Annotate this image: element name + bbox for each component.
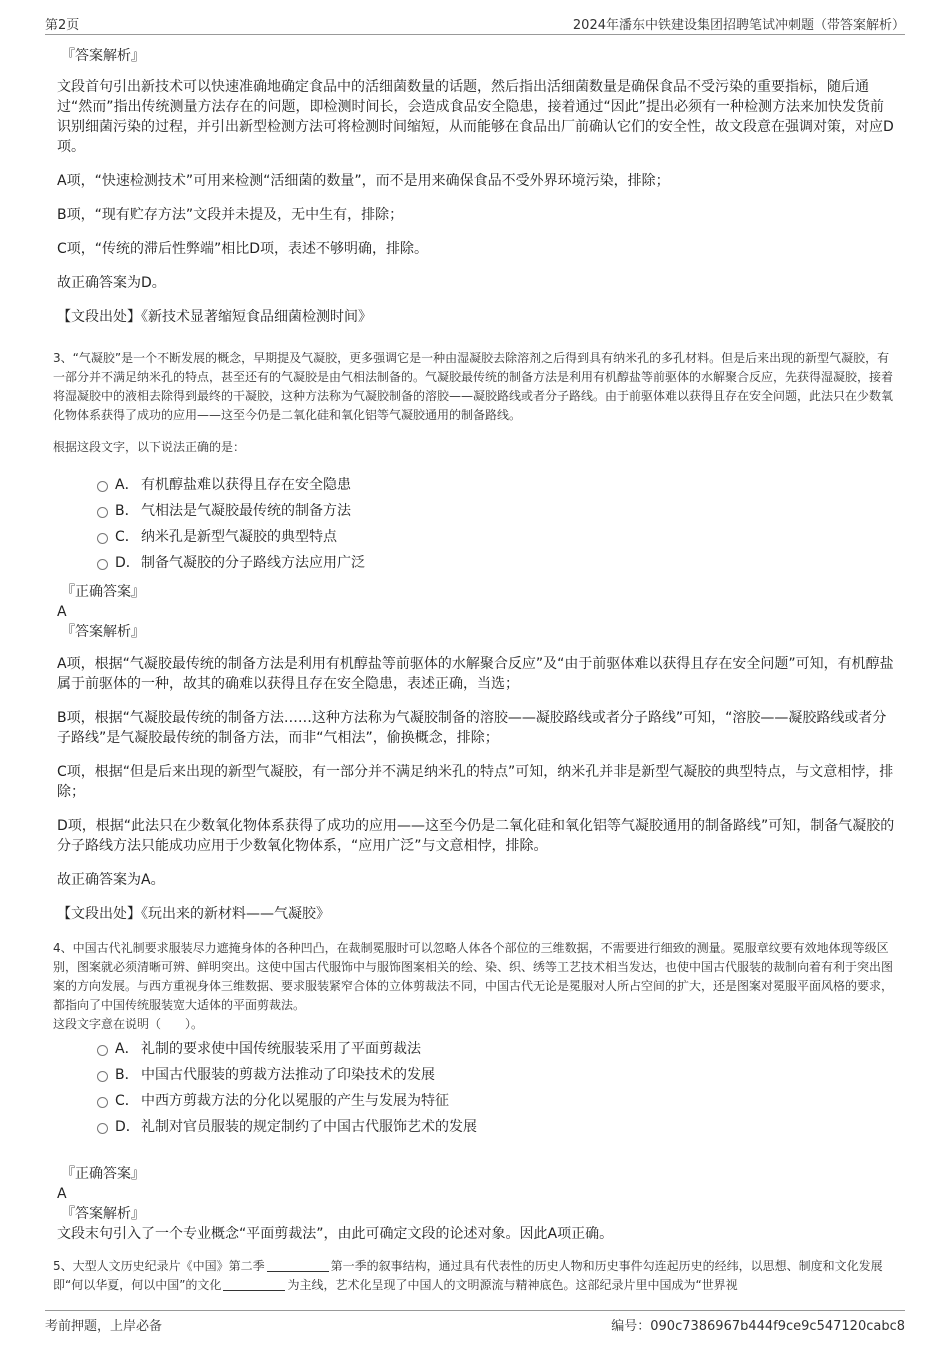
page-content [53,46,897,1295]
page-footer [45,1310,905,1335]
footer-slogan: 考前押题，上岸必备 [45,1319,163,1334]
radio-icon[interactable] [97,1097,108,1108]
document-code: 编号：090c7386967b444f9ce9c547120cabc8 [611,1319,905,1334]
q2-analysis-text: 文段首句引出新技术可以快速准确地确定食品中的活细菌数量的话题，然后指出活细菌数量是确保食品不受污染的重要指标，随后通过“然而”指出传统测量方法存在的问题，即检测时间长，会造成食品安全隐患，接着通过“因此”提出必须有一种检测方法来加快发货前识别细菌污染的过程，并引出新型检测方法可将检测时间缩短，从而能够在食品出厂前确认它们的安全性，故文段意在强调对策，对应D项。 [57,79,894,155]
q2-conclusion: 故正确答案为D。 [57,275,166,291]
q3-analysis-c: C项，根据“但是后来出现的新型气凝胶，有一部分并不满足纳米孔的特点”可知，纳米孔并非是新型气凝胶的典型特点，与文意相悖，排除； [57,764,894,800]
q5-stem: 5、大型人文历史纪录片《中国》第二季 第一季的叙事结构，通过具有代表性的历史人物和历史事件勾连起历史的经纬，以思想、制度和文化发展即“何以华夏，何以中国”的文化 为主线，艺术化呈现了中国人的文明源流与精神底色。这部纪录片里中国成为“世界视 [53,1259,883,1292]
q4-option-b[interactable]: B． 中国古代服装的剪裁方法推动了印染技术的发展 [57,1062,897,1088]
q2-analysis-c: C项，“传统的滞后性弊端”相比D项，表述不够明确，排除。 [57,241,429,257]
q3-option-a[interactable]: A． 有机醇盐难以获得且存在安全隐患 [57,472,897,498]
q3-stem: 3、“气凝胶”是一个不断发展的概念，早期提及气凝胶，更多强调它是一种由湿凝胶去除溶剂之后得到具有纳米孔的多孔材料。但是后来出现的新型气凝胶，有一部分并不满足纳米孔的特点，甚至还有的气凝胶是由气相法制备的。气凝胶最传统的制备方法是利用有机醇盐等前驱体的水解聚合反应，先获得湿凝胶，接着将湿凝胶中的液相去除得到最终的干凝胶，这种方法称为气凝胶制备的溶胶——凝胶路线或者分子路线。由于前驱体难以获得且存在安全问题，此法只在少数氧化物体系获得了成功的应用——这至今仍是二氧化硅和氧化铝等气凝胶通用的制备路线。 [53,351,894,422]
q3-conclusion: 故正确答案为A。 [57,872,165,888]
q3-option-c[interactable]: C． 纳米孔是新型气凝胶的典型特点 [57,524,897,550]
q3-analysis-d: D项，根据“此法只在少数氧化物体系获得了成功的应用——这至今仍是二氧化硅和氧化铝等气凝胶通用的制备路线”可知，制备气凝胶的分子路线方法只能成功应用于少数氧化物体系，“应用广泛”与文意相悖，排除。 [57,818,895,854]
q2-analysis-b: B项，“现有贮存方法”文段并未提及，无中生有，排除； [57,207,404,223]
q3-analysis-label: 『答案解析』 [61,624,145,640]
radio-icon[interactable] [97,1045,108,1056]
q3-answer-label: 『正确答案』 [61,584,145,600]
q3-source: 【文段出处】《玩出来的新材料——气凝胶》 [57,906,330,922]
q4-answer-label: 『正确答案』 [61,1166,145,1182]
radio-icon[interactable] [97,533,108,544]
page-number: 第2页 [45,18,80,33]
q3-answer: A [57,604,67,620]
q4-option-c[interactable]: C． 中西方剪裁方法的分化以冕服的产生与发展为特征 [57,1088,897,1114]
fill-blank-2[interactable] [223,1278,285,1291]
q3-option-d[interactable]: D．制备气凝胶的分子路线方法应用广泛 [57,550,897,576]
q4-analysis-text: 文段末句引入了一个专业概念“平面剪裁法”，由此可确定文段的论述对象。因此A项正确。 [57,1226,614,1242]
radio-icon[interactable] [97,481,108,492]
q4-answer: A [57,1186,67,1202]
q2-analysis-a: A项，“快速检测技术”可用来检测“活细菌的数量”，而不是用来确保食品不受外界环境污染，排除； [57,173,670,189]
radio-icon[interactable] [97,1123,108,1134]
q4-option-d[interactable]: D．礼制对官员服装的规定制约了中国古代服饰艺术的发展 [57,1114,897,1140]
q3-options [57,472,897,576]
q4-stem: 4、中国古代礼制要求服装尽力遮掩身体的各种凹凸，在裁制冕服时可以忽略人体各个部位的三维数据，不需要进行细致的测量。冕服章纹要有效地体现等级区别，图案就必须清晰可辨、鲜明突出。这使中国古代服饰中与服饰图案相关的绘、染、织、绣等工艺技术相当发达，也使中国古代服装的裁制向着有利于突出图案的方向发展。与西方重视身体三维数据、要求服装紧窄合体的立体剪裁法不同，中国古代无论是冕服对人所占空间的扩大，还是图案对冕服平面风格的要求，都指向了中国传统服装宽大适体的平面剪裁法。 [53,941,894,1012]
q3-analysis-b: B项，根据“气凝胶最传统的制备方法……这种方法称为气凝胶制备的溶胶——凝胶路线或者分子路线”可知，“溶胶——凝胶路线或者分子路线”是气凝胶最传统的制备方法，而非“气相法”，偷换概念，排除； [57,710,887,746]
q4-prompt: 这段文字意在说明（ ）。 [53,1017,204,1031]
radio-icon[interactable] [97,559,108,570]
fill-blank-1[interactable] [267,1259,329,1272]
q4-options [57,1036,897,1140]
radio-icon[interactable] [97,507,108,518]
q4-option-a[interactable]: A． 礼制的要求使中国传统服装采用了平面剪裁法 [57,1036,897,1062]
radio-icon[interactable] [97,1071,108,1082]
page-header [45,10,905,35]
document-title: 2024年潘东中铁建设集团招聘笔试冲刺题（带答案解析） [572,18,905,33]
q2-analysis-label: 『答案解析』 [61,48,145,64]
q4-analysis-label: 『答案解析』 [61,1206,145,1222]
q3-option-b[interactable]: B． 气相法是气凝胶最传统的制备方法 [57,498,897,524]
q3-analysis-a: A项，根据“气凝胶最传统的制备方法是利用有机醇盐等前驱体的水解聚合反应”及“由于前驱体难以获得且存在安全问题”可知，有机醇盐属于前驱体的一种，故其的确难以获得且存在安全隐患，表述正确，当选； [57,656,894,692]
q3-prompt: 根据这段文字，以下说法正确的是： [53,440,246,454]
q2-source: 【文段出处】《新技术显著缩短食品细菌检测时间》 [57,309,372,325]
